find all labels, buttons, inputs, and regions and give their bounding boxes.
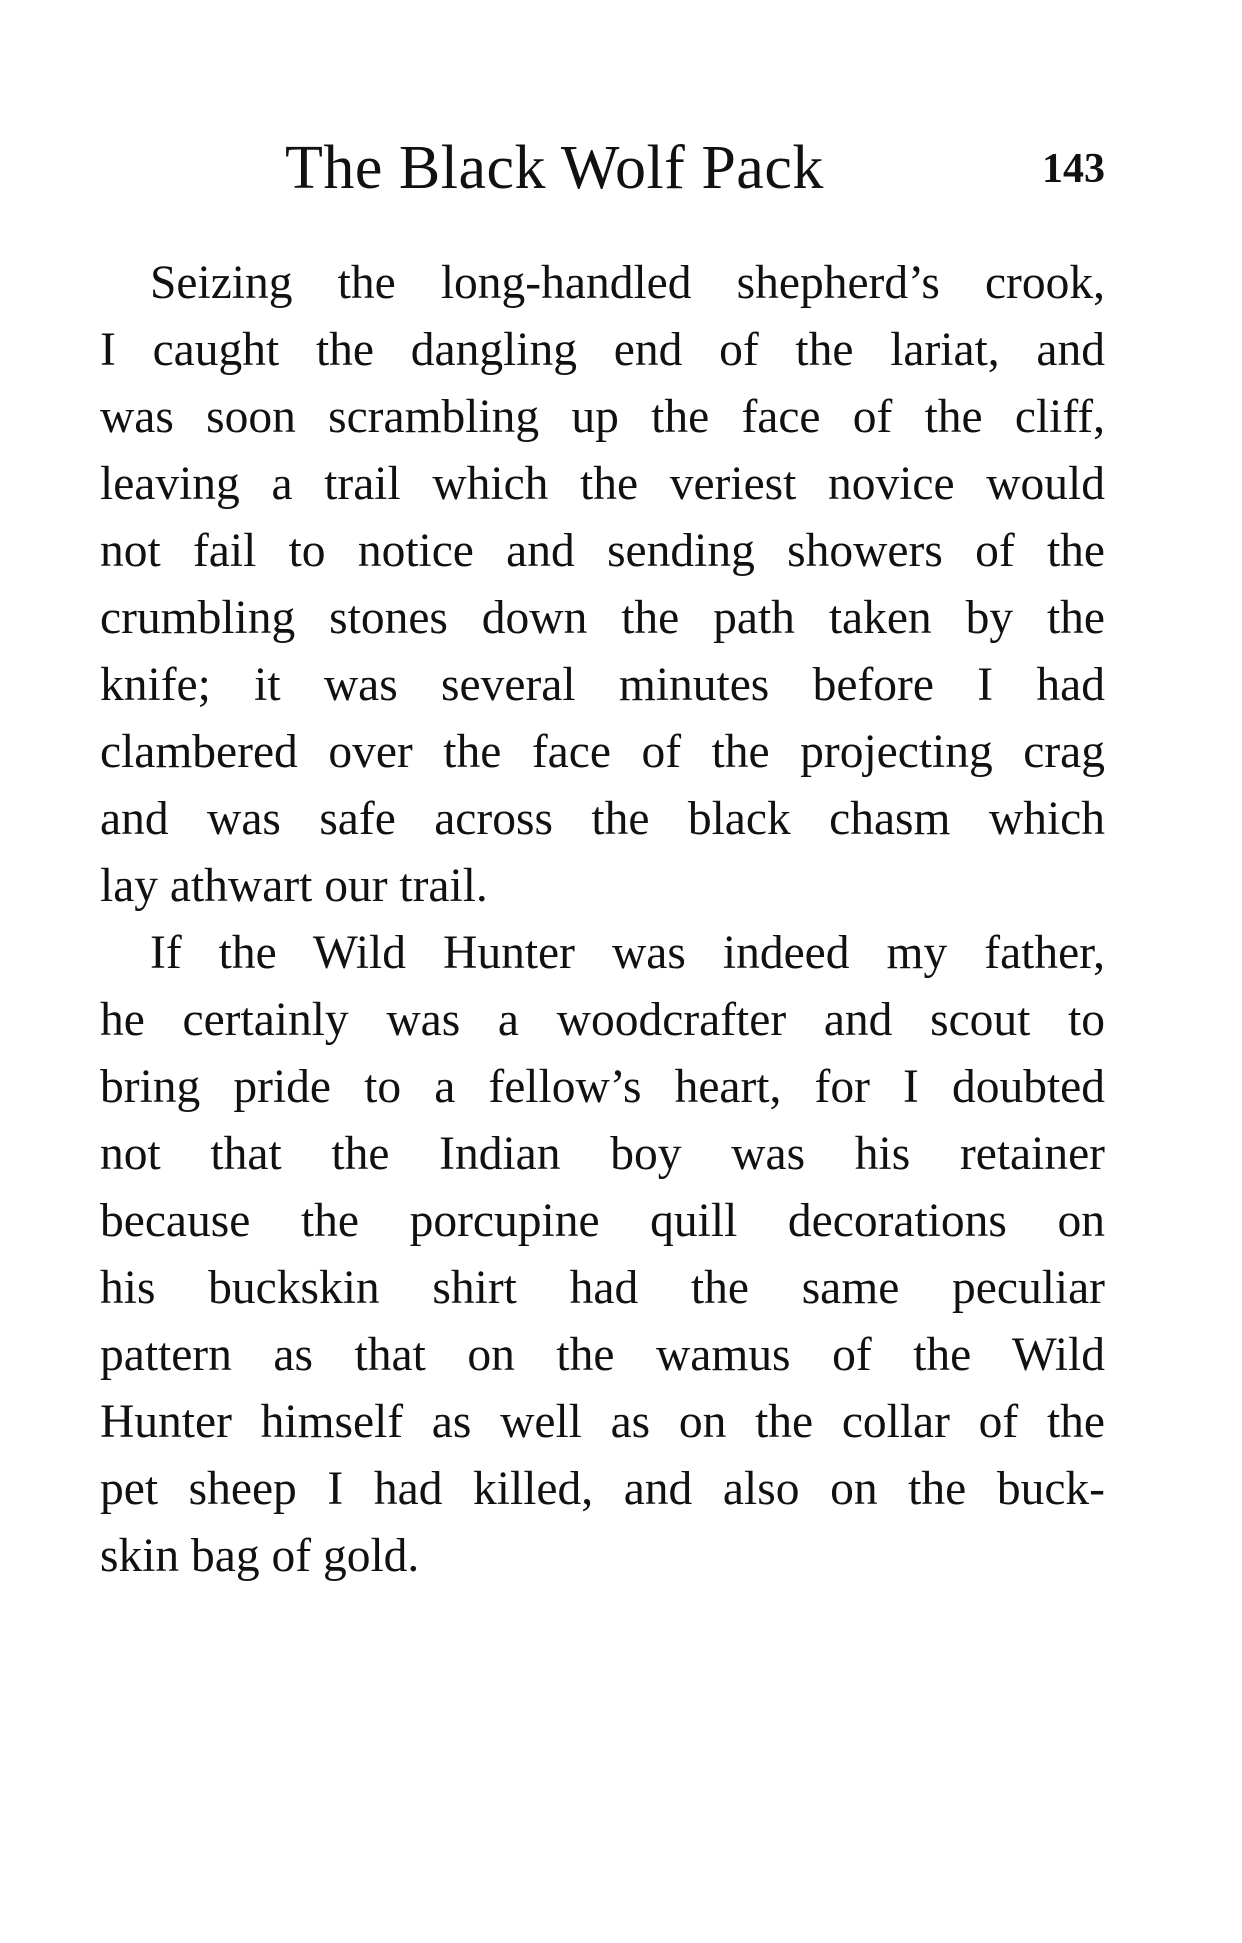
text-line: If the Wild Hunter was indeed my father, (150, 927, 1105, 979)
text-line: not fail to notice and sending showers of the (100, 525, 1105, 577)
running-head (100, 128, 1105, 208)
text-line: his buckskin shirt had the same peculiar (100, 1262, 1105, 1314)
paragraph (100, 250, 1105, 920)
text-line: pet sheep I had killed, and also on the buck- (100, 1463, 1105, 1515)
text-line: clambered over the face of the projecting crag (100, 726, 1105, 778)
text-line: crumbling stones down the path taken by the (100, 592, 1105, 644)
text-line: was soon scrambling up the face of the cliff, (100, 391, 1105, 443)
paragraph (100, 920, 1105, 1590)
text-line: Seizing the long-handled shepherd’s crook, (150, 257, 1105, 309)
running-title: The Black Wolf Pack (285, 134, 824, 202)
text-line: because the porcupine quill decorations on (100, 1195, 1105, 1247)
text-line: pattern as that on the wamus of the Wild (100, 1329, 1105, 1381)
text-line: he certainly was a woodcrafter and scout to (100, 994, 1105, 1046)
text-line: skin bag of gold. (100, 1530, 420, 1582)
text-line: and was safe across the black chasm which (100, 793, 1105, 845)
text-line: Hunter himself as well as on the collar of the (100, 1396, 1105, 1448)
text-line: not that the Indian boy was his retainer (100, 1128, 1105, 1180)
text-line: leaving a trail which the veriest novice would (100, 458, 1105, 510)
text-line: lay athwart our trail. (100, 860, 488, 912)
body-text (100, 250, 1105, 1590)
text-line: bring pride to a fellow’s heart, for I doubted (100, 1061, 1105, 1113)
page-number: 143 (1042, 146, 1105, 192)
text-line: I caught the dangling end of the lariat, and (100, 324, 1105, 376)
text-line: knife; it was several minutes before I had (100, 659, 1105, 711)
